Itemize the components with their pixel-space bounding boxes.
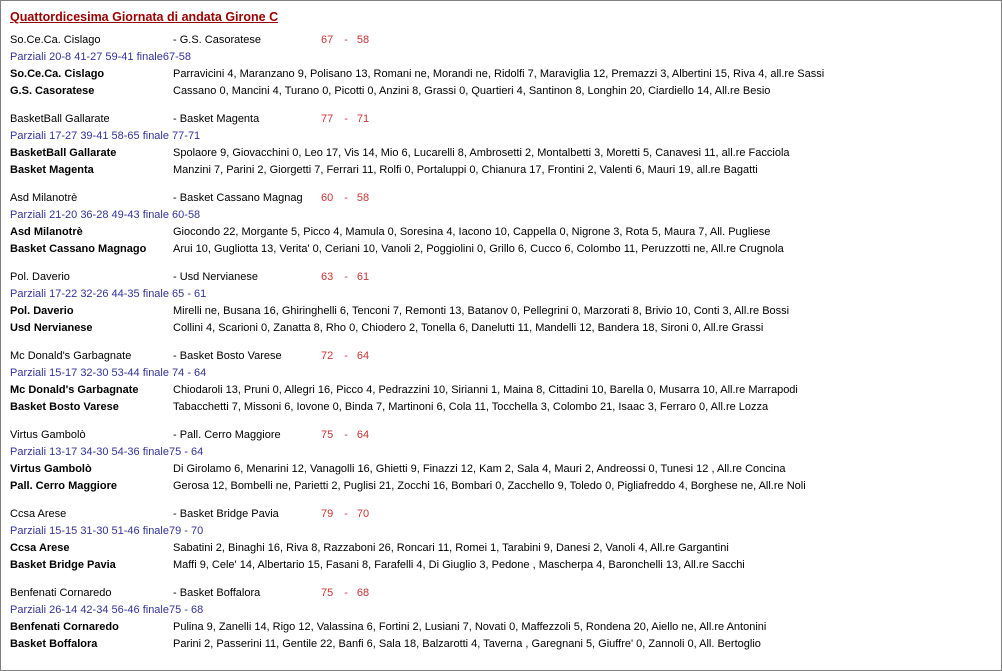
match-block: [10, 585, 1001, 653]
match-block: [10, 348, 1001, 416]
partials-line: Parziali 13-17 34-30 54-36 finale75 - 64: [10, 446, 204, 458]
match-score: [321, 506, 369, 523]
away-roster-players: Collini 4, Scarioni 0, Zanatta 8, Rho 0, Chiodero 2, Tonella 6, Danelutti 11, Mandelli 12, Bandera 18, Sironi 0, All.re Grassi: [173, 322, 764, 334]
home-roster-players: Mirelli ne, Busana 16, Ghiringhelli 6, Tenconi 7, Remonti 13, Batanov 0, Pellegrini 0, Marzorati 8, Brivio 10, Conti 3, All.re Bossi: [173, 305, 790, 317]
home-roster-players: Giocondo 22, Morgante 5, Picco 4, Mamula 0, Soresina 4, Iacono 10, Cappella 0, Nigrone 3, Rota 5, Maura 7, All. Pugliese: [173, 226, 771, 238]
home-roster-row: [10, 224, 1001, 241]
match-header-row: [10, 348, 1001, 365]
away-team-name: - Pall. Cerro Maggiore: [173, 429, 281, 441]
home-roster-players: Parravicini 4, Maranzano 9, Polisano 13, Romani ne, Morandi ne, Ridolfi 7, Maraviglia 12, Premazzi 3, Albertini 15, Riva 4, all.re Sassi: [173, 68, 825, 80]
match-header-row: [10, 190, 1001, 207]
away-roster-row: [10, 636, 1001, 653]
home-roster-players: Spolaore 9, Giovacchini 0, Leo 17, Vis 14, Mio 6, Lucarelli 8, Ambrosetti 2, Montalbetti 3, Moretti 5, Canavesi 11, all.re Facciola: [173, 147, 790, 159]
away-team-name: - Usd Nervianese: [173, 271, 258, 283]
home-roster-row: [10, 619, 1001, 636]
home-roster-row: [10, 382, 1001, 399]
match-score: [321, 585, 369, 602]
home-roster-team-label: Asd Milanotrè: [10, 226, 83, 238]
away-team-name: - G.S. Casoratese: [173, 34, 261, 46]
away-team-name: - Basket Boffalora: [173, 587, 260, 599]
away-team-name: - Basket Bosto Varese: [173, 350, 282, 362]
away-score: 70: [356, 508, 370, 520]
home-team-name: Pol. Daverio: [10, 271, 70, 283]
away-score: 58: [356, 34, 370, 46]
match-header-row: [10, 269, 1001, 286]
away-roster-team-label: Basket Bridge Pavia: [10, 559, 116, 571]
match-score: [321, 190, 369, 207]
home-roster-row: [10, 66, 1001, 83]
home-roster-row: [10, 540, 1001, 557]
away-score: 68: [356, 587, 370, 599]
home-team-name: Virtus Gambolò: [10, 429, 86, 441]
away-team-name: - Basket Magenta: [173, 113, 259, 125]
home-roster-team-label: Benfenati Cornaredo: [10, 621, 119, 633]
match-header-row: [10, 111, 1001, 128]
home-team-name: So.Ce.Ca. Cislago: [10, 34, 101, 46]
away-roster-players: Cassano 0, Mancini 4, Turano 0, Picotti 0, Anzini 8, Grassi 0, Quartieri 4, Santinon 8, Longhin 20, Ciardiello 14, All.re Besio: [173, 85, 771, 97]
away-roster-players: Arui 10, Gugliotta 13, Verita' 0, Ceriani 10, Vanoli 2, Poggiolini 0, Grillo 6, Cucco 6, Colombo 11, Peruzzotti ne, All.re Crugnola: [173, 243, 784, 255]
page-title-link[interactable]: Quattordicesima Giornata di andata Girone C: [10, 10, 279, 24]
away-team-name: - Basket Cassano Magnag: [173, 192, 303, 204]
away-roster-team-label: G.S. Casoratese: [10, 85, 95, 97]
partials-line: Parziali 15-15 31-30 51-46 finale79 - 70: [10, 525, 204, 537]
home-roster-team-label: Ccsa Arese: [10, 542, 70, 554]
home-score: 72: [321, 350, 334, 362]
home-score: 75: [321, 587, 334, 599]
partials-line: Parziali 17-27 39-41 58-65 finale 77-71: [10, 130, 201, 142]
home-roster-players: Sabatini 2, Binaghi 16, Riva 8, Razzaboni 26, Roncari 11, Romei 1, Tarabini 9, Danesi 2, Vanoli 4, All.re Gargantini: [173, 542, 729, 554]
away-score: 64: [356, 429, 370, 441]
match-block: [10, 32, 1001, 100]
match-block: [10, 111, 1001, 179]
match-block: [10, 269, 1001, 337]
home-roster-players: Pulina 9, Zanelli 14, Rigo 12, Valassina 6, Fortini 2, Lusiani 7, Novati 0, Maffezzoli 5, Rondena 20, Aiello ne, All.re Antonini: [173, 621, 767, 633]
partials-line: Parziali 20-8 41-27 59-41 finale67-58: [10, 51, 192, 63]
away-score: 58: [356, 192, 370, 204]
score-separator: -: [344, 271, 348, 283]
away-score: 64: [356, 350, 370, 362]
away-roster-team-label: Basket Boffalora: [10, 638, 98, 650]
away-score: 71: [356, 113, 370, 125]
match-block: [10, 190, 1001, 258]
match-block: [10, 427, 1001, 495]
match-block: [10, 506, 1001, 574]
home-roster-row: [10, 461, 1001, 478]
home-roster-row: [10, 145, 1001, 162]
score-separator: -: [344, 508, 348, 520]
away-roster-row: [10, 162, 1001, 179]
match-score: [321, 32, 369, 49]
partials-line: Parziali 21-20 36-28 49-43 finale 60-58: [10, 209, 201, 221]
home-score: 75: [321, 429, 334, 441]
home-roster-row: [10, 303, 1001, 320]
home-team-name: Mc Donald's Garbagnate: [10, 350, 132, 362]
home-team-name: BasketBall Gallarate: [10, 113, 110, 125]
match-score: [321, 348, 369, 365]
score-separator: -: [344, 34, 348, 46]
home-roster-team-label: Mc Donald's Garbagnate: [10, 384, 139, 396]
away-roster-team-label: Basket Bosto Varese: [10, 401, 119, 413]
away-roster-team-label: Basket Magenta: [10, 164, 94, 176]
home-roster-team-label: Virtus Gambolò: [10, 463, 92, 475]
home-score: 77: [321, 113, 334, 125]
match-score: [321, 427, 369, 444]
home-score: 79: [321, 508, 334, 520]
away-roster-row: [10, 478, 1001, 495]
match-header-row: [10, 427, 1001, 444]
away-roster-row: [10, 241, 1001, 258]
home-roster-players: Di Girolamo 6, Menarini 12, Vanagolli 16, Ghietti 9, Finazzi 12, Kam 2, Sala 4, Mauri 2, Andreossi 0, Tunesi 12 , All.re Concina: [173, 463, 786, 475]
match-header-row: [10, 506, 1001, 523]
partials-line: Parziali 15-17 32-30 53-44 finale 74 - 64: [10, 367, 207, 379]
home-score: 67: [321, 34, 334, 46]
away-roster-row: [10, 399, 1001, 416]
away-score: 61: [356, 271, 370, 283]
partials-line: Parziali 17-22 32-26 44-35 finale 65 - 61: [10, 288, 207, 300]
away-roster-team-label: Usd Nervianese: [10, 322, 93, 334]
match-header-row: [10, 585, 1001, 602]
away-team-name: - Basket Bridge Pavia: [173, 508, 279, 520]
score-separator: -: [344, 587, 348, 599]
home-score: 63: [321, 271, 334, 283]
away-roster-players: Gerosa 12, Bombelli ne, Parietti 2, Puglisi 21, Zocchi 16, Bombari 0, Zacchello 9, Toledo 0, Pigliafreddo 4, Borghese ne, All.re Noli: [173, 480, 806, 492]
home-team-name: Asd Milanotrè: [10, 192, 78, 204]
score-separator: -: [344, 192, 348, 204]
away-roster-row: [10, 557, 1001, 574]
home-roster-team-label: So.Ce.Ca. Cislago: [10, 68, 105, 80]
home-team-name: Benfenati Cornaredo: [10, 587, 112, 599]
away-roster-team-label: Basket Cassano Magnago: [10, 243, 147, 255]
away-roster-players: Maffi 9, Cele' 14, Albertario 15, Fasani 8, Farafelli 4, Di Giuglio 3, Pedone , Mascherpa 4, Baronchelli 13, All.re Sacchi: [173, 559, 745, 571]
match-score: [321, 269, 369, 286]
match-header-row: [10, 32, 1001, 49]
away-roster-players: Manzini 7, Parini 2, Giorgetti 7, Ferrari 11, Rolfi 0, Portaluppi 0, Chianura 17, Frontini 2, Valenti 6, Mauri 19, all.re Bagatti: [173, 164, 758, 176]
score-separator: -: [344, 429, 348, 441]
away-roster-team-label: Pall. Cerro Maggiore: [10, 480, 117, 492]
home-roster-players: Chiodaroli 13, Pruni 0, Allegri 16, Picco 4, Pedrazzini 10, Sirianni 1, Maina 8, Cittadini 10, Barella 0, Musarra 10, All.re Marrapodi: [173, 384, 798, 396]
home-team-name: Ccsa Arese: [10, 508, 67, 520]
score-separator: -: [344, 350, 348, 362]
away-roster-row: [10, 83, 1001, 100]
away-roster-row: [10, 320, 1001, 337]
match-score: [321, 111, 369, 128]
away-roster-players: Tabacchetti 7, Missoni 6, Iovone 0, Binda 7, Martinoni 6, Cola 11, Tocchella 3, Colombo 21, Isaac 3, Ferraro 0, All.re Lozza: [173, 401, 769, 413]
home-roster-team-label: Pol. Daverio: [10, 305, 74, 317]
home-roster-team-label: BasketBall Gallarate: [10, 147, 117, 159]
partials-line: Parziali 26-14 42-34 56-46 finale75 - 68: [10, 604, 204, 616]
home-score: 60: [321, 192, 334, 204]
away-roster-players: Parini 2, Passerini 11, Gentile 22, Banfi 6, Sala 18, Balzarotti 4, Taverna , Garegnani 5, Giuffre' 0, Zannoli 0, All. Bertoglio: [173, 638, 761, 650]
score-separator: -: [344, 113, 348, 125]
